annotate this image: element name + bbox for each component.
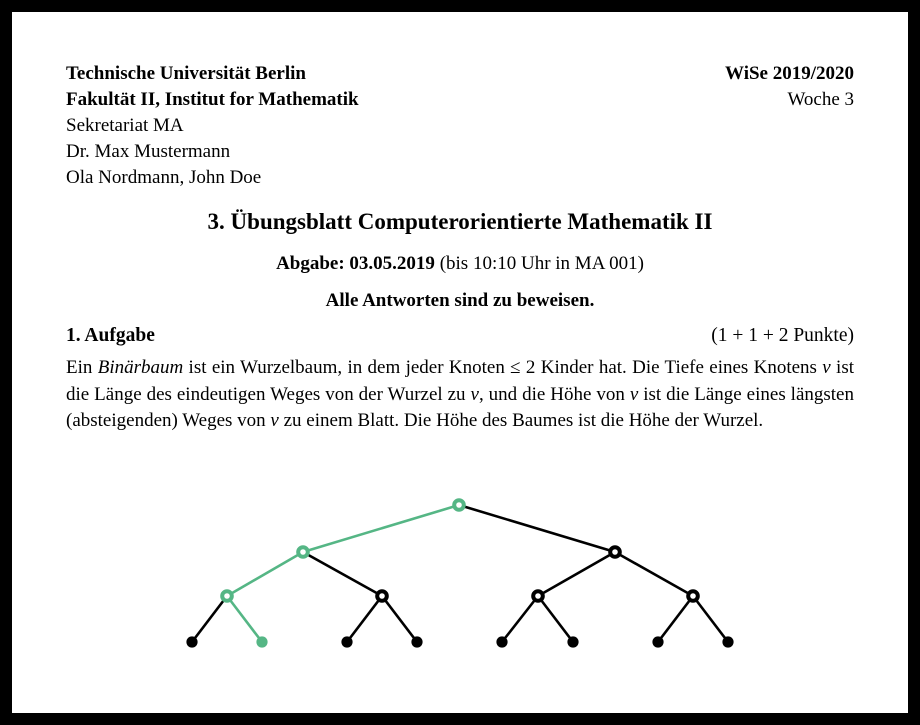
italic-term: Binärbaum [97, 357, 184, 378]
task-number-label: 1. Aufgabe [66, 325, 155, 346]
tree-edge [347, 596, 382, 642]
tree-node-l2 [341, 636, 352, 647]
text-run: ist die Länge eines längsten (absteigenden) Weges von [66, 383, 854, 431]
italic-term: v [470, 383, 479, 405]
lecturer-name: Dr. Max Mustermann [66, 141, 231, 162]
tree-node-n21 [377, 591, 387, 601]
semester-label: WiSe 2019/2020 [725, 63, 854, 84]
submission-details: (bis 10:10 Uhr in MA 001) [434, 253, 644, 274]
proof-notice: Alle Antworten sind zu beweisen. [325, 290, 595, 311]
tree-edge [192, 596, 227, 642]
tree-edge [658, 596, 693, 642]
tree-node-n10 [298, 547, 308, 557]
tree-node-root [454, 500, 464, 510]
binary-tree-figure [12, 470, 908, 670]
institution-name: Technische Universität Berlin [66, 63, 306, 84]
header-institution-block [66, 61, 359, 191]
document-header [66, 61, 854, 191]
tree-node-n20 [222, 591, 232, 601]
text-run: Ein [66, 357, 98, 378]
text-run: , und die Höhe von [478, 383, 630, 405]
header-semester-block [725, 61, 854, 113]
tree-edge [538, 596, 573, 642]
tree-node-n23 [688, 591, 698, 601]
tree-edge [303, 505, 459, 552]
sheet-title: 3. Übungsblatt Computerorientierte Mathematik II [207, 209, 713, 234]
italic-term: v [629, 383, 639, 405]
secretariat-line: Sekretariat MA [66, 115, 184, 136]
tree-node-l0 [186, 636, 197, 647]
tree-node-l1 [256, 636, 267, 647]
tree-node-n22 [533, 591, 543, 601]
text-run: ist die Länge des eindeutigen Weges von der Wurzel zu [66, 357, 854, 405]
tree-edge [227, 552, 303, 596]
italic-term: v [270, 410, 279, 431]
tree-edge [303, 552, 382, 596]
tree-edge [227, 596, 262, 642]
tree-edge [615, 552, 693, 596]
submission-line [66, 251, 854, 277]
italic-term: v [822, 357, 831, 378]
task-description [66, 355, 854, 435]
week-label: Woche 3 [787, 89, 854, 110]
assistant-names: Ola Nordmann, John Doe [66, 167, 262, 188]
tree-edge [538, 552, 615, 596]
tree-node-l3 [411, 636, 422, 647]
tree-node-l5 [567, 636, 578, 647]
task-points-label: (1 + 1 + 2 Punkte) [711, 325, 854, 346]
submission-deadline: Abgabe: 03.05.2019 [276, 253, 435, 274]
text-content [12, 12, 908, 435]
tree-edge [693, 596, 728, 642]
tree-node-n11 [610, 547, 620, 557]
tree-edge [502, 596, 538, 642]
text-run: zu einem Blatt. Die Höhe des Baumes ist die Höhe der Wurzel. [278, 410, 764, 431]
tree-node-l4 [496, 636, 507, 647]
tree-node-l7 [722, 636, 733, 647]
tree-edge [382, 596, 417, 642]
tree-node-l6 [652, 636, 663, 647]
task-heading-row [66, 323, 854, 349]
tree-edge [459, 505, 615, 552]
text-run: ist ein Wurzelbaum, in dem jeder Knoten ≤ 2 Kinder hat. Die Tiefe eines Knotens [183, 357, 823, 378]
faculty-name: Fakultät II, Institut for Mathematik [66, 89, 359, 110]
